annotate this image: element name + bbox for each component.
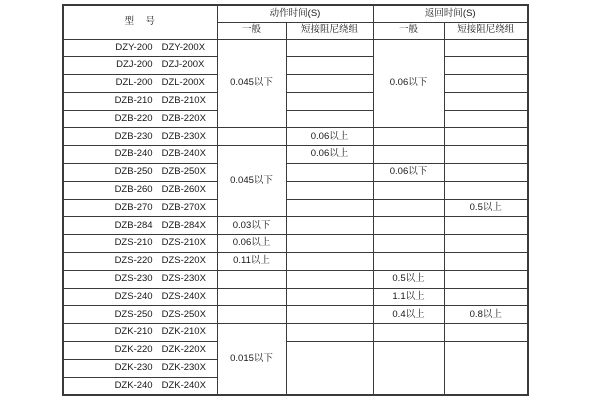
model-cell — [63, 342, 217, 360]
model-name-x: DZS-250X — [161, 308, 206, 320]
table-row — [63, 235, 528, 253]
return-general-cell — [373, 128, 444, 146]
model-name-x: DZB-260X — [161, 184, 206, 196]
return-general-cell — [373, 342, 444, 395]
model-name: DZY-200 — [115, 41, 153, 53]
model-name: DZL-200 — [115, 77, 153, 89]
header-action-general: 一般 — [217, 22, 286, 39]
action-short-cell: 0.06以上 — [286, 146, 373, 164]
model-cell — [63, 57, 217, 75]
table-row — [63, 324, 528, 342]
model-name-x: DZS-230X — [161, 273, 206, 285]
action-short-cell — [286, 39, 373, 57]
header-return-general: 一般 — [373, 22, 444, 39]
table-row — [63, 110, 528, 128]
model-name: DZS-210 — [114, 237, 153, 249]
return-short-cell — [444, 270, 528, 288]
model-name: DZB-284 — [114, 219, 153, 231]
model-cell — [63, 306, 217, 324]
model-name-x: DZB-270X — [161, 201, 206, 213]
header-action-time: 动作时间(S) — [217, 5, 373, 22]
model-name-x: DZK-210X — [161, 326, 206, 338]
model-name-x: DZB-284X — [161, 219, 206, 231]
return-general-cell — [373, 199, 444, 217]
action-general-cell — [217, 270, 286, 288]
model-cell — [63, 324, 217, 342]
table-row — [63, 164, 528, 182]
relay-spec-table — [62, 4, 529, 396]
table-row — [63, 342, 528, 360]
return-general-cell: 1.1以上 — [373, 288, 444, 306]
model-name-x: DZL-200X — [161, 77, 205, 89]
table-row — [63, 306, 528, 324]
table-row — [63, 270, 528, 288]
table-row — [63, 128, 528, 146]
header-action-short-damping: 短接阻尼绕组 — [286, 22, 373, 39]
table-row — [63, 181, 528, 199]
model-name-x: DZB-230X — [161, 130, 206, 142]
return-short-cell: 0.5以上 — [444, 199, 528, 217]
model-cell — [63, 110, 217, 128]
return-short-cell — [444, 253, 528, 271]
table-row — [63, 57, 528, 75]
table-row — [63, 199, 528, 217]
header-row-1 — [63, 5, 528, 22]
return-general-cell — [373, 181, 444, 199]
model-name-x: DZS-220X — [161, 255, 206, 267]
model-name: DZB-260 — [114, 184, 153, 196]
model-cell — [63, 359, 217, 377]
return-short-cell — [444, 128, 528, 146]
return-general-cell — [373, 146, 444, 164]
model-name-x: DZB-250X — [161, 166, 206, 178]
model-name-x: DZJ-200X — [161, 59, 205, 71]
model-name: DZB-240 — [114, 148, 153, 160]
action-short-cell — [286, 217, 373, 235]
return-short-cell — [444, 324, 528, 342]
header-return-short-damping: 短接阻尼绕组 — [444, 22, 528, 39]
header-model: 型 号 — [63, 5, 217, 39]
table-row — [63, 92, 528, 110]
model-cell — [63, 199, 217, 217]
return-short-cell — [444, 110, 528, 128]
return-general-cell: 0.06以下 — [373, 39, 444, 128]
model-name: DZS-220 — [114, 255, 153, 267]
model-cell — [63, 92, 217, 110]
model-name-x: DZY-200X — [161, 41, 206, 53]
action-short-cell — [286, 306, 373, 324]
return-short-cell — [444, 57, 528, 75]
return-short-cell — [444, 342, 528, 395]
action-general-cell: 0.03以下 — [217, 217, 286, 235]
header-return-time: 返回时间(S) — [373, 5, 528, 22]
action-general-cell: 0.015以下 — [217, 324, 286, 395]
action-general-cell — [217, 128, 286, 146]
model-cell — [63, 235, 217, 253]
table-row — [63, 253, 528, 271]
return-short-cell — [444, 39, 528, 57]
model-name: DZB-210 — [114, 95, 153, 107]
return-short-cell — [444, 146, 528, 164]
model-name-x: DZS-240X — [161, 290, 206, 302]
table-row — [63, 217, 528, 235]
action-general-cell: 0.06以上 — [217, 235, 286, 253]
return-general-cell: 0.5以上 — [373, 270, 444, 288]
model-name-x: DZK-220X — [161, 344, 206, 356]
action-short-cell — [286, 324, 373, 342]
return-general-cell: 0.4以上 — [373, 306, 444, 324]
action-general-cell — [217, 288, 286, 306]
action-short-cell — [286, 288, 373, 306]
action-short-cell: 0.06以上 — [286, 128, 373, 146]
action-general-cell: 0.045以下 — [217, 39, 286, 128]
model-cell — [63, 128, 217, 146]
action-general-cell: 0.11以上 — [217, 253, 286, 271]
return-short-cell — [444, 217, 528, 235]
model-name-x: DZB-210X — [161, 95, 206, 107]
model-cell — [63, 181, 217, 199]
return-short-cell — [444, 92, 528, 110]
model-name: DZK-240 — [114, 379, 153, 391]
return-general-cell: 0.06以下 — [373, 164, 444, 182]
model-cell — [63, 217, 217, 235]
return-general-cell — [373, 253, 444, 271]
model-cell — [63, 253, 217, 271]
model-cell — [63, 288, 217, 306]
return-general-cell — [373, 324, 444, 342]
action-short-cell — [286, 92, 373, 110]
table-row — [63, 288, 528, 306]
model-cell — [63, 39, 217, 57]
model-name: DZK-220 — [114, 344, 153, 356]
return-short-cell — [444, 181, 528, 199]
model-name: DZK-210 — [114, 326, 153, 338]
return-general-cell — [373, 235, 444, 253]
action-general-cell: 0.045以下 — [217, 146, 286, 217]
model-name: DZK-230 — [114, 362, 153, 374]
return-short-cell — [444, 164, 528, 182]
model-name: DZS-250 — [114, 308, 153, 320]
model-name: DZB-270 — [114, 201, 153, 213]
action-short-cell — [286, 199, 373, 217]
model-cell — [63, 270, 217, 288]
action-general-cell — [217, 306, 286, 324]
model-name-x: DZB-220X — [161, 112, 206, 124]
action-short-cell — [286, 270, 373, 288]
model-name: DZJ-200 — [116, 59, 153, 71]
return-short-cell — [444, 235, 528, 253]
action-short-cell — [286, 75, 373, 93]
return-general-cell — [373, 217, 444, 235]
model-name: DZB-220 — [114, 112, 153, 124]
model-cell — [63, 146, 217, 164]
action-short-cell — [286, 253, 373, 271]
action-short-cell — [286, 235, 373, 253]
model-cell — [63, 75, 217, 93]
model-name-x: DZK-230X — [161, 362, 206, 374]
model-name: DZS-230 — [114, 273, 153, 285]
return-short-cell — [444, 75, 528, 93]
model-cell — [63, 164, 217, 182]
model-name: DZS-240 — [114, 290, 153, 302]
return-short-cell: 0.8以上 — [444, 306, 528, 324]
table-row — [63, 75, 528, 93]
model-cell — [63, 377, 217, 395]
model-name-x: DZS-210X — [161, 237, 206, 249]
table-row — [63, 39, 528, 57]
table-row — [63, 146, 528, 164]
model-name-x: DZK-240X — [161, 379, 206, 391]
action-short-cell — [286, 342, 373, 395]
spec-table-container — [62, 4, 529, 396]
action-short-cell — [286, 181, 373, 199]
model-name: DZB-250 — [114, 166, 153, 178]
model-name-x: DZB-240X — [161, 148, 206, 160]
action-short-cell — [286, 164, 373, 182]
model-name: DZB-230 — [114, 130, 153, 142]
action-short-cell — [286, 110, 373, 128]
return-short-cell — [444, 288, 528, 306]
action-short-cell — [286, 57, 373, 75]
